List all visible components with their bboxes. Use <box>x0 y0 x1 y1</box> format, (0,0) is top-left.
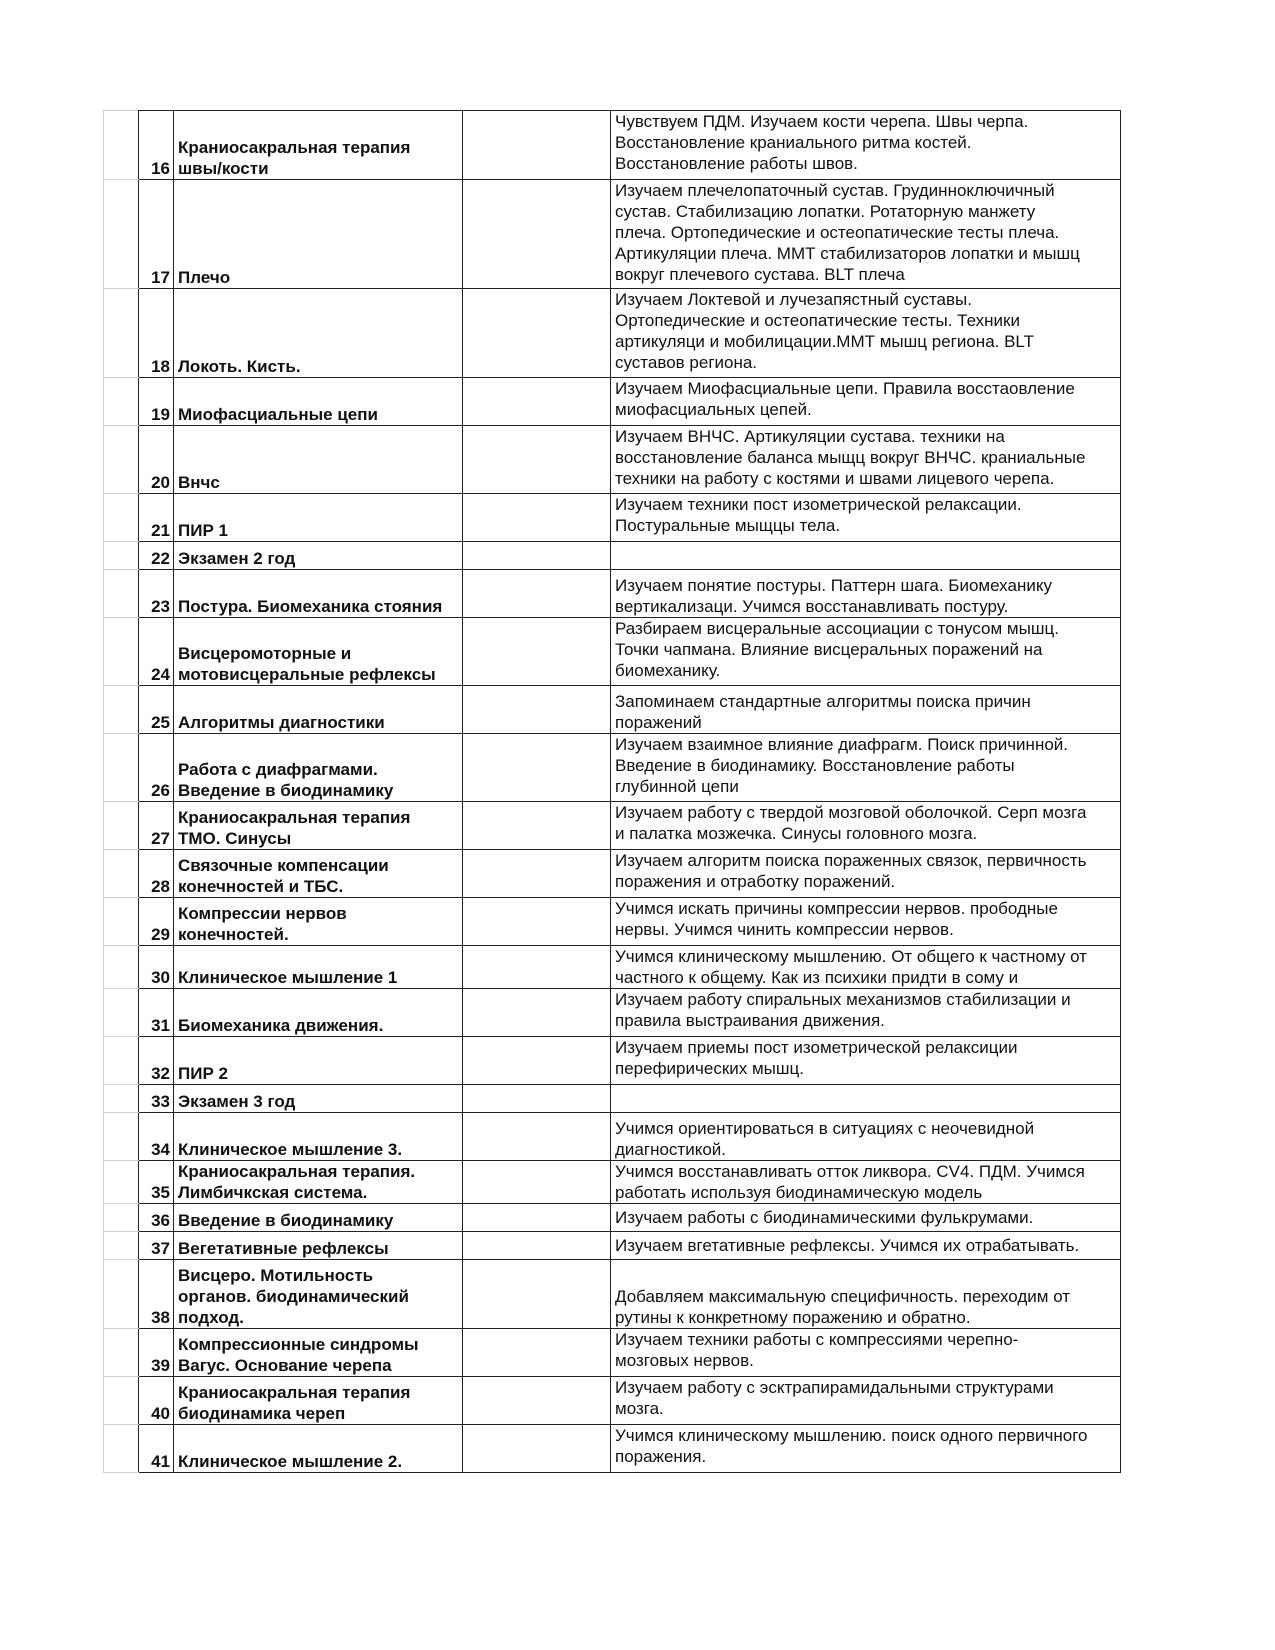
lesson-title: Краниосакральная терапия. Лимбичкская система. <box>174 1161 463 1204</box>
empty-cell <box>463 1260 611 1329</box>
lesson-number: 24 <box>139 618 174 686</box>
row-margin-cell <box>104 542 139 570</box>
row-margin-cell <box>104 1260 139 1329</box>
table-row <box>104 946 1121 989</box>
table-row <box>104 850 1121 898</box>
table-row <box>104 802 1121 850</box>
table-row <box>104 426 1121 494</box>
lesson-title: Краниосакральная терапия швы/кости <box>174 111 463 180</box>
empty-cell <box>463 426 611 494</box>
lesson-description: Изучаем Миофасциальные цепи. Правила восстаовление миофасциальных цепей. <box>611 378 1121 426</box>
row-margin-cell <box>104 898 139 946</box>
lesson-description: Учимся клиническому мышлению. От общего к частному от частного к общему. Как из психики придти в сому и <box>611 946 1121 989</box>
table-row <box>104 494 1121 542</box>
lesson-number: 38 <box>139 1260 174 1329</box>
table-row <box>104 111 1121 180</box>
lesson-description: Изучаем понятие постуры. Паттерн шага. Биомеханику вертикализаци. Учимся восстанавливать постуру. <box>611 570 1121 618</box>
empty-cell <box>463 1232 611 1260</box>
empty-cell <box>463 570 611 618</box>
empty-cell <box>463 898 611 946</box>
lesson-description: Изучаем ВНЧС. Артикуляции сустава. техники на восстановление баланса мыщц вокруг ВНЧС. краниальные техники на работу с костями и швами лицевого черепа. <box>611 426 1121 494</box>
lesson-number: 27 <box>139 802 174 850</box>
table-row <box>104 1425 1121 1473</box>
empty-cell <box>463 1204 611 1232</box>
lesson-title: Клиническое мышление 3. <box>174 1113 463 1161</box>
lesson-description: Изучаем работу с твердой мозговой оболочкой. Серп мозга и палатка мозжечка. Синусы головного мозга. <box>611 802 1121 850</box>
empty-cell <box>463 1037 611 1085</box>
empty-cell <box>463 111 611 180</box>
lesson-title: Клиническое мышление 1 <box>174 946 463 989</box>
table-row <box>104 289 1121 378</box>
lesson-description: Учимся ориентироваться в ситуациях с неочевидной диагностикой. <box>611 1113 1121 1161</box>
lesson-title: Работа с диафрагмами. Введение в биодинамику <box>174 734 463 802</box>
table-row <box>104 618 1121 686</box>
empty-cell <box>463 989 611 1037</box>
row-margin-cell <box>104 1037 139 1085</box>
row-margin-cell <box>104 1232 139 1260</box>
lesson-number: 23 <box>139 570 174 618</box>
table-row <box>104 1037 1121 1085</box>
row-margin-cell <box>104 618 139 686</box>
lesson-title: Экзамен 2 год <box>174 542 463 570</box>
lesson-number: 30 <box>139 946 174 989</box>
table-row <box>104 180 1121 289</box>
empty-cell <box>463 494 611 542</box>
lesson-number: 21 <box>139 494 174 542</box>
row-margin-cell <box>104 1425 139 1473</box>
lesson-title: Постура. Биомеханика стояния <box>174 570 463 618</box>
row-margin-cell <box>104 802 139 850</box>
empty-cell <box>463 1329 611 1377</box>
empty-cell <box>463 1161 611 1204</box>
empty-cell <box>463 686 611 734</box>
row-margin-cell <box>104 946 139 989</box>
lesson-number: 22 <box>139 542 174 570</box>
empty-cell <box>463 802 611 850</box>
row-margin-cell <box>104 289 139 378</box>
empty-cell <box>463 946 611 989</box>
lesson-title: Клиническое мышление 2. <box>174 1425 463 1473</box>
lesson-number: 35 <box>139 1161 174 1204</box>
empty-cell <box>463 850 611 898</box>
lesson-number: 33 <box>139 1085 174 1113</box>
lesson-description: Изучаем техники работы с компрессиями черепно- мозговых нервов. <box>611 1329 1121 1377</box>
row-margin-cell <box>104 1377 139 1425</box>
row-margin-cell <box>104 570 139 618</box>
table-row <box>104 1260 1121 1329</box>
row-margin-cell <box>104 850 139 898</box>
lesson-title: Миофасциальные цепи <box>174 378 463 426</box>
lesson-number: 28 <box>139 850 174 898</box>
lesson-title: Краниосакральная терапия биодинамика череп <box>174 1377 463 1425</box>
empty-cell <box>463 1377 611 1425</box>
row-margin-cell <box>104 1204 139 1232</box>
table-row <box>104 1377 1121 1425</box>
row-margin-cell <box>104 1161 139 1204</box>
lesson-description: Изучаем Локтевой и лучезапястный суставы. Ортопедические и остеопатические тесты. Техники артикуляци и мобилицации.ММТ мышц региона. BLT суставов региона. <box>611 289 1121 378</box>
lesson-title: Внчс <box>174 426 463 494</box>
row-margin-cell <box>104 426 139 494</box>
lesson-description: Изучаем вгетативные рефлексы. Учимся их отрабатывать. <box>611 1232 1121 1260</box>
schedule-table <box>103 110 1121 1473</box>
lesson-number: 39 <box>139 1329 174 1377</box>
empty-cell <box>463 180 611 289</box>
lesson-title: Краниосакральная терапия ТМО. Синусы <box>174 802 463 850</box>
lesson-description <box>611 1085 1121 1113</box>
empty-cell <box>463 1113 611 1161</box>
lesson-description: Учимся клиническому мышлению. поиск одного первичного поражения. <box>611 1425 1121 1473</box>
lesson-title: Плечо <box>174 180 463 289</box>
lesson-title: Алгоритмы диагностики <box>174 686 463 734</box>
lesson-description: Изучаем техники пост изометрической релаксации. Постуральные мыщцы тела. <box>611 494 1121 542</box>
empty-cell <box>463 378 611 426</box>
lesson-description: Запоминаем стандартные алгоритмы поиска причин поражений <box>611 686 1121 734</box>
table-row <box>104 1161 1121 1204</box>
lesson-number: 19 <box>139 378 174 426</box>
table-row <box>104 570 1121 618</box>
lesson-description: Изучаем работу с эсктрапирамидальными структурами мозга. <box>611 1377 1121 1425</box>
lesson-number: 18 <box>139 289 174 378</box>
lesson-description: Изучаем работу спиральных механизмов стабилизации и правила выстраивания движения. <box>611 989 1121 1037</box>
lesson-number: 41 <box>139 1425 174 1473</box>
lesson-number: 34 <box>139 1113 174 1161</box>
row-margin-cell <box>104 1113 139 1161</box>
lesson-number: 29 <box>139 898 174 946</box>
empty-cell <box>463 1085 611 1113</box>
lesson-title: Висцеро. Мотильность органов. биодинамический подход. <box>174 1260 463 1329</box>
row-margin-cell <box>104 111 139 180</box>
table-row <box>104 1085 1121 1113</box>
row-margin-cell <box>104 686 139 734</box>
empty-cell <box>463 289 611 378</box>
empty-cell <box>463 542 611 570</box>
lesson-number: 26 <box>139 734 174 802</box>
lesson-description: Учимся восстанавливать отток ликвора. CV4. ПДМ. Учимся работать используя биодинамическую модель <box>611 1161 1121 1204</box>
table-row <box>104 1204 1121 1232</box>
lesson-title: Локоть. Кисть. <box>174 289 463 378</box>
table-row <box>104 898 1121 946</box>
lesson-description: Изучаем работы с биодинамическими фулькрумами. <box>611 1204 1121 1232</box>
table-row <box>104 1329 1121 1377</box>
lesson-title: Экзамен 3 год <box>174 1085 463 1113</box>
row-margin-cell <box>104 378 139 426</box>
lesson-description: Изучаем взаимное влияние диафрагм. Поиск причинной. Введение в биодинамику. Восстановление работы глубинной цепи <box>611 734 1121 802</box>
table-row <box>104 686 1121 734</box>
lesson-title: Биомеханика движения. <box>174 989 463 1037</box>
empty-cell <box>463 734 611 802</box>
table-row <box>104 1113 1121 1161</box>
row-margin-cell <box>104 989 139 1037</box>
lesson-title: ПИР 2 <box>174 1037 463 1085</box>
row-margin-cell <box>104 494 139 542</box>
lesson-number: 37 <box>139 1232 174 1260</box>
lesson-description: Учимся искать причины компрессии нервов. прободные нервы. Учимся чинить компрессии нервов. <box>611 898 1121 946</box>
lesson-number: 20 <box>139 426 174 494</box>
schedule-table-body <box>104 111 1121 1473</box>
lesson-description <box>611 542 1121 570</box>
lesson-description: Изучаем алгоритм поиска пораженных связок, первичность поражения и отработку поражений. <box>611 850 1121 898</box>
lesson-title: ПИР 1 <box>174 494 463 542</box>
empty-cell <box>463 618 611 686</box>
lesson-title: Компрессионные синдромы Вагус. Основание черепа <box>174 1329 463 1377</box>
lesson-description: Чувствуем ПДМ. Изучаем кости черепа. Швы черпа. Восстановление краниального ритма костей. Восстановление работы швов. <box>611 111 1121 180</box>
lesson-title: Висцеромоторные и мотовисцеральные рефлексы <box>174 618 463 686</box>
lesson-number: 40 <box>139 1377 174 1425</box>
table-row <box>104 989 1121 1037</box>
row-margin-cell <box>104 180 139 289</box>
empty-cell <box>463 1425 611 1473</box>
row-margin-cell <box>104 1085 139 1113</box>
table-row <box>104 734 1121 802</box>
table-row <box>104 1232 1121 1260</box>
lesson-title: Компрессии нервов конечностей. <box>174 898 463 946</box>
lesson-title: Связочные компенсации конечностей и ТБС. <box>174 850 463 898</box>
table-row <box>104 378 1121 426</box>
lesson-number: 16 <box>139 111 174 180</box>
lesson-number: 31 <box>139 989 174 1037</box>
lesson-title: Введение в биодинамику <box>174 1204 463 1232</box>
lesson-number: 25 <box>139 686 174 734</box>
lesson-description: Изучаем плечелопаточный сустав. Грудинноключичный сустав. Стабилизацию лопатки. Ротаторную манжету плеча. Ортопедические и остеопатические тесты плеча. Артикуляции плеча. ММТ стабилизаторов лопатки и мышц вокруг плечевого сустава. BLT плеча <box>611 180 1121 289</box>
row-margin-cell <box>104 734 139 802</box>
lesson-description: Разбираем висцеральные ассоциации с тонусом мышц. Точки чапмана. Влияние висцеральных поражений на биомеханику. <box>611 618 1121 686</box>
table-row <box>104 542 1121 570</box>
lesson-description: Добавляем максимальную специфичность. переходим от рутины к конкретному поражению и обратно. <box>611 1260 1121 1329</box>
lesson-number: 36 <box>139 1204 174 1232</box>
row-margin-cell <box>104 1329 139 1377</box>
lesson-number: 32 <box>139 1037 174 1085</box>
lesson-number: 17 <box>139 180 174 289</box>
lesson-description: Изучаем приемы пост изометрической релаксиции перефирических мышц. <box>611 1037 1121 1085</box>
lesson-title: Вегетативные рефлексы <box>174 1232 463 1260</box>
